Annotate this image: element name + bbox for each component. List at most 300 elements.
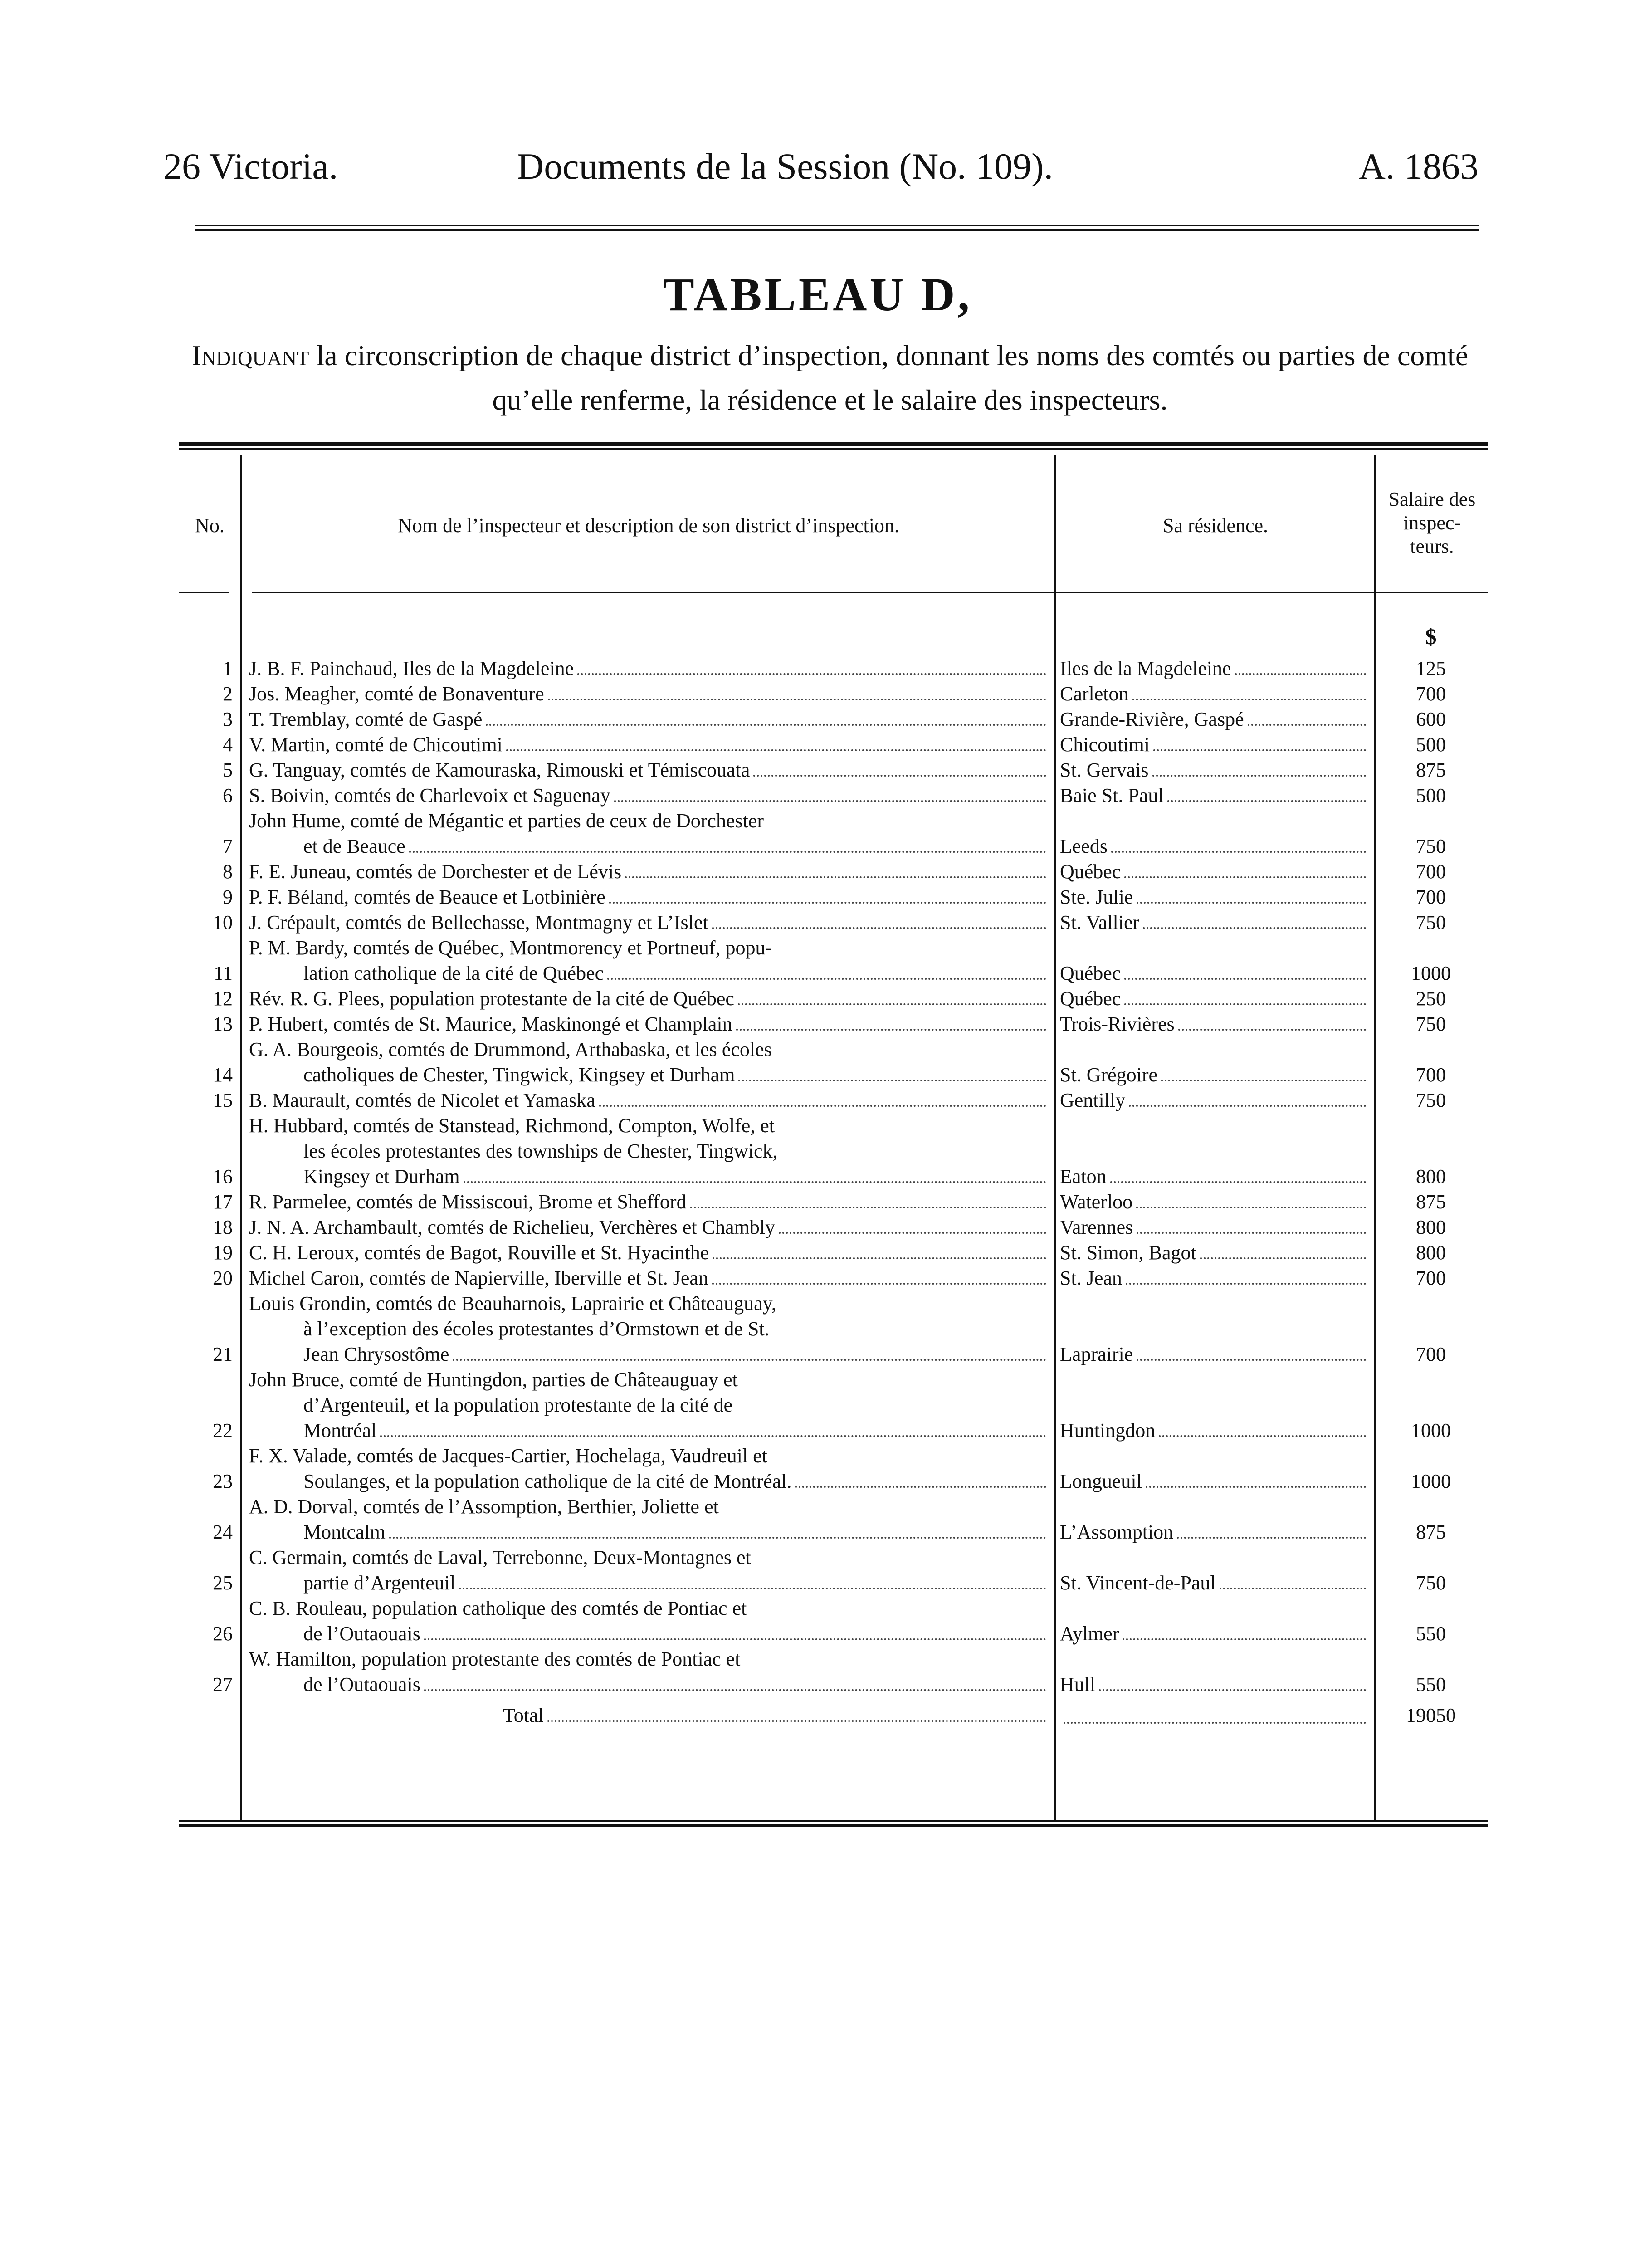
- residence: [1054, 1012, 1374, 1037]
- description-line: [249, 1164, 1050, 1189]
- leader-dots: [1167, 800, 1366, 802]
- description-text: F. X. Valade, comtés de Jacques-Cartier, Hochelaga, Vaudreuil et: [249, 1445, 767, 1467]
- residence: [1054, 885, 1374, 910]
- residence-text: L’Assomption: [1060, 1521, 1174, 1543]
- residence: [1054, 1291, 1374, 1367]
- inspector-district: [243, 681, 1054, 707]
- description-text: d’Argenteuil, et la population protestante de la cité de: [303, 1394, 733, 1416]
- residence: [1054, 910, 1374, 935]
- salary: 875: [1416, 1191, 1446, 1213]
- description-line: [249, 656, 1050, 681]
- inspector-district: [243, 732, 1054, 758]
- residence-text: St. Simon, Bagot: [1060, 1242, 1196, 1264]
- table-title: TABLEAU D,: [663, 269, 972, 321]
- description-text: P. Hubert, comtés de St. Maurice, Maskinongé et Champlain: [249, 1013, 732, 1035]
- column-header-name: Nom de l’inspecteur et description de son district d’inspection.: [398, 514, 899, 537]
- spacer-row: [179, 1697, 1488, 1703]
- residence: [1054, 1494, 1374, 1545]
- salary: 1000: [1411, 1470, 1451, 1492]
- table-row: [179, 1215, 1488, 1240]
- residence-text: Leeds: [1060, 835, 1108, 857]
- residence-line: [1060, 885, 1370, 910]
- row-number: 22: [213, 1419, 233, 1442]
- description-line: [249, 1494, 1050, 1520]
- description-text: les écoles protestantes des townships de Chester, Tingwick,: [303, 1140, 778, 1162]
- residence-text: Québec: [1060, 962, 1121, 984]
- residence-text: Baie St. Paul: [1060, 784, 1164, 807]
- salary: 550: [1416, 1623, 1446, 1645]
- table-row: [179, 1443, 1488, 1494]
- inspector-district: [243, 1088, 1054, 1113]
- total-salary: 19050: [1406, 1704, 1456, 1726]
- residence-line: [1060, 1164, 1370, 1189]
- residence-text: St. Vallier: [1060, 911, 1140, 934]
- description-text: T. Tremblay, comté de Gaspé: [249, 708, 483, 730]
- description-text: P. M. Bardy, comtés de Québec, Montmorency et Portneuf, popu-: [249, 937, 772, 959]
- leader-dots: [424, 1689, 1046, 1691]
- leader-dots: [409, 851, 1046, 853]
- inspector-district: [243, 1647, 1054, 1697]
- description-line: [249, 1443, 1050, 1469]
- inspector-district: [243, 1291, 1054, 1367]
- inspector-district: [243, 707, 1054, 732]
- leader-dots: [599, 1105, 1046, 1107]
- description-line: [249, 1672, 1050, 1697]
- residence-text: Ste. Julie: [1060, 886, 1133, 908]
- salary: 750: [1416, 911, 1446, 934]
- description-line: [249, 1418, 1050, 1443]
- leader-dots: [1099, 1689, 1366, 1691]
- leader-dots: [459, 1588, 1046, 1589]
- description-text: C. H. Leroux, comtés de Bagot, Rouville et St. Hyacinthe: [249, 1242, 709, 1264]
- leader-dots: [506, 749, 1046, 751]
- row-number: 11: [213, 962, 233, 984]
- row-number: 27: [213, 1673, 233, 1696]
- residence-line: [1060, 910, 1370, 935]
- inspector-district: [243, 1037, 1054, 1088]
- residence-text: St. Grégoire: [1060, 1064, 1158, 1086]
- header-year: A. 1863: [1358, 146, 1479, 187]
- salary: 250: [1416, 987, 1446, 1010]
- residence: [1054, 1113, 1374, 1189]
- residence: [1054, 783, 1374, 808]
- leader-dots: [548, 699, 1046, 700]
- residence: [1054, 656, 1374, 681]
- residence-text: Aylmer: [1060, 1623, 1119, 1645]
- leader-dots: [1110, 1181, 1366, 1183]
- salary: 750: [1416, 1089, 1446, 1111]
- leader-dots: [1126, 1283, 1366, 1285]
- leader-dots: [609, 902, 1046, 904]
- table-row: [179, 910, 1488, 935]
- description-line: [249, 1342, 1050, 1367]
- table-row: [179, 1012, 1488, 1037]
- description-text: Jean Chrysostôme: [303, 1343, 449, 1365]
- residence-text: Chicoutimi: [1060, 733, 1150, 756]
- description-line: [249, 910, 1050, 935]
- row-number: 1: [223, 657, 233, 679]
- residence-text: Hull: [1060, 1673, 1096, 1696]
- row-number: 25: [213, 1572, 233, 1594]
- description-line: [249, 1545, 1050, 1570]
- salary: 750: [1416, 1013, 1446, 1035]
- description-text: G. A. Bourgeois, comtés de Drummond, Arthabaska, et les écoles: [249, 1038, 772, 1061]
- description-line: [249, 1647, 1050, 1672]
- description-text: Soulanges, et la population catholique de la cité de Montréal.: [303, 1470, 792, 1492]
- column-header-salary: [1376, 488, 1488, 558]
- description-line: [249, 758, 1050, 783]
- table-row: [179, 1189, 1488, 1215]
- table-top-rule: [179, 442, 1488, 450]
- salary-header-line: Salaire des: [1388, 488, 1476, 510]
- row-number: 18: [213, 1216, 233, 1238]
- leader-dots: [1064, 1722, 1366, 1724]
- leader-dots: [1136, 1207, 1366, 1208]
- header-rule: [195, 225, 1479, 231]
- description-text: Kingsey et Durham: [303, 1165, 460, 1188]
- description-text: S. Boivin, comtés de Charlevoix et Saguenay: [249, 784, 610, 807]
- leader-dots: [1200, 1257, 1366, 1259]
- residence-text: Huntingdon: [1060, 1419, 1156, 1442]
- table-row: [179, 885, 1488, 910]
- inspector-district: [243, 1596, 1054, 1647]
- table-row: [179, 1266, 1488, 1291]
- residence-text: Trois-Rivières: [1060, 1013, 1175, 1035]
- description-line: [249, 1266, 1050, 1291]
- leader-dots: [1161, 1080, 1366, 1081]
- leader-dots: [614, 800, 1046, 802]
- description-line: [249, 885, 1050, 910]
- description-line: [249, 1520, 1050, 1545]
- subtitle-text: la circonscription de chaque district d’inspection, donnant les noms des comtés ou parties de comté qu’elle renferme, la résidence et le salaire des inspecteurs.: [316, 339, 1469, 416]
- residence-line: [1060, 859, 1370, 885]
- residence: [1054, 707, 1374, 732]
- leader-dots: [1137, 1359, 1366, 1361]
- salary: 1000: [1411, 1419, 1451, 1442]
- leader-dots: [1146, 1486, 1366, 1488]
- inspector-district: [243, 1443, 1054, 1494]
- residence-line: [1060, 1215, 1370, 1240]
- residence-text: Varennes: [1060, 1216, 1133, 1238]
- table-row: [179, 935, 1488, 986]
- salary: 800: [1416, 1165, 1446, 1188]
- residence-text: Iles de la Magdeleine: [1060, 657, 1231, 679]
- residence: [1054, 681, 1374, 707]
- table-row: [179, 1113, 1488, 1189]
- residence: [1054, 732, 1374, 758]
- leader-dots: [1124, 978, 1366, 980]
- table-row: [179, 1494, 1488, 1545]
- total-row: [179, 1703, 1488, 1728]
- table-bottom-rule: [179, 1820, 1488, 1827]
- total-cell: [243, 1703, 1054, 1728]
- table-row: [179, 1088, 1488, 1113]
- description-text: catholiques de Chester, Tingwick, Kingsey et Durham: [303, 1064, 735, 1086]
- residence-line: [1060, 1469, 1370, 1494]
- description-line: [249, 1062, 1050, 1088]
- row-number: 24: [213, 1521, 233, 1543]
- salary: 125: [1416, 657, 1446, 679]
- residence: [1054, 1545, 1374, 1596]
- description-line: [249, 1240, 1050, 1266]
- residence-line: [1060, 1088, 1370, 1113]
- residence-line: [1060, 656, 1370, 681]
- residence-line: [1060, 1520, 1370, 1545]
- inspector-district: [243, 783, 1054, 808]
- description-line: [249, 961, 1050, 986]
- residence-line: [1060, 681, 1370, 707]
- table-row: [179, 707, 1488, 732]
- leader-dots: [1152, 775, 1366, 777]
- salary: 700: [1416, 886, 1446, 908]
- residence: [1054, 859, 1374, 885]
- residence-text: Québec: [1060, 860, 1121, 883]
- inspection-table: [179, 442, 1488, 1830]
- leader-dots: [1220, 1588, 1366, 1589]
- residence-line: [1060, 1189, 1370, 1215]
- header-session-year: 26 Victoria.: [163, 146, 338, 187]
- salary: 800: [1416, 1242, 1446, 1264]
- leader-dots: [464, 1181, 1046, 1183]
- row-number: 2: [223, 683, 233, 705]
- leader-dots: [1248, 724, 1366, 726]
- description-line: [249, 1215, 1050, 1240]
- column-header-no: No.: [195, 514, 225, 537]
- leader-dots: [1124, 876, 1366, 878]
- residence-text: Québec: [1060, 987, 1121, 1010]
- leader-dots: [577, 673, 1046, 675]
- salary: 700: [1416, 683, 1446, 705]
- residence-text: Longueuil: [1060, 1470, 1142, 1492]
- leader-dots: [753, 775, 1046, 777]
- residence-text: St. Gervais: [1060, 759, 1149, 781]
- leader-dots: [1143, 927, 1366, 929]
- description-line: [249, 1596, 1050, 1621]
- description-line: [249, 1393, 1050, 1418]
- row-number: 9: [223, 886, 233, 908]
- table-row: [179, 1291, 1488, 1367]
- header-underline: [179, 592, 229, 593]
- inspector-district: [243, 808, 1054, 859]
- residence-line: [1060, 1012, 1370, 1037]
- residence-text: Gentilly: [1060, 1089, 1126, 1111]
- row-number: 26: [213, 1623, 233, 1645]
- salary: 700: [1416, 860, 1446, 883]
- residence-line: [1060, 732, 1370, 758]
- residence-line: [1060, 1672, 1370, 1697]
- description-text: Montréal: [303, 1419, 377, 1442]
- table-row: [179, 758, 1488, 783]
- leader-dots: [1178, 1029, 1366, 1031]
- residence: [1054, 1266, 1374, 1291]
- currency-row: [179, 624, 1488, 650]
- residence: [1054, 986, 1374, 1012]
- salary-header-line: teurs.: [1410, 535, 1454, 557]
- leader-dots: [736, 1029, 1046, 1031]
- residence-line: [1060, 1342, 1370, 1367]
- residence: [1054, 1367, 1374, 1443]
- residence-line: [1060, 1266, 1370, 1291]
- leader-dots: [713, 1257, 1046, 1259]
- description-line: [249, 1088, 1050, 1113]
- residence: [1054, 1215, 1374, 1240]
- table-row: [179, 681, 1488, 707]
- description-text: lation catholique de la cité de Québec: [303, 962, 604, 984]
- leader-dots: [1137, 902, 1366, 904]
- description-line: [249, 1469, 1050, 1494]
- description-line: [249, 1570, 1050, 1596]
- inspector-district: [243, 1367, 1054, 1443]
- description-text: et de Beauce: [303, 835, 405, 857]
- leader-dots: [1137, 1232, 1366, 1234]
- column-header-residence: Sa résidence.: [1162, 514, 1269, 537]
- row-number: 10: [213, 911, 233, 934]
- row-number: 16: [213, 1165, 233, 1188]
- inspector-district: [243, 910, 1054, 935]
- residence: [1054, 808, 1374, 859]
- table-body: [179, 624, 1488, 1728]
- description-text: J. N. A. Archambault, comtés de Richelieu, Verchères et Chambly: [249, 1216, 776, 1238]
- leader-dots: [738, 1080, 1046, 1081]
- description-text: W. Hamilton, population protestante des comtés de Pontiac et: [249, 1648, 741, 1670]
- table-row: [179, 732, 1488, 758]
- description-line: [249, 859, 1050, 885]
- description-text: John Hume, comté de Mégantic et parties de ceux de Dorchester: [249, 810, 764, 832]
- leader-dots: [547, 1720, 1046, 1722]
- total-label: Total: [503, 1704, 544, 1726]
- residence: [1054, 1240, 1374, 1266]
- inspector-district: [243, 885, 1054, 910]
- residence-text: Waterloo: [1060, 1191, 1133, 1213]
- description-text: H. Hubbard, comtés de Stanstead, Richmond, Compton, Wolfe, et: [249, 1114, 775, 1137]
- description-line: [249, 1139, 1050, 1164]
- description-line: [249, 1113, 1050, 1139]
- residence-text: Grande-Rivière, Gaspé: [1060, 708, 1244, 730]
- leader-line: [1060, 1722, 1370, 1728]
- table-row: [179, 1240, 1488, 1266]
- description-line: [249, 935, 1050, 961]
- leader-dots: [1153, 749, 1366, 751]
- row-number: 17: [213, 1191, 233, 1213]
- description-text: J. B. F. Painchaud, Iles de la Magdeleine: [249, 657, 574, 679]
- residence-line: [1060, 834, 1370, 859]
- row-number: 20: [213, 1267, 233, 1289]
- residence-line: [1060, 1621, 1370, 1647]
- row-number: 3: [223, 708, 233, 730]
- row-number: 6: [223, 784, 233, 807]
- residence-line: [1060, 986, 1370, 1012]
- description-text: F. E. Juneau, comtés de Dorchester et de Lévis: [249, 860, 622, 883]
- table-row: [179, 808, 1488, 859]
- currency-symbol: $: [1425, 624, 1437, 649]
- residence-line: [1060, 1570, 1370, 1596]
- row-number: 8: [223, 860, 233, 883]
- inspector-district: [243, 1189, 1054, 1215]
- row-number: 23: [213, 1470, 233, 1492]
- leader-dots: [380, 1435, 1046, 1437]
- description-text: B. Maurault, comtés de Nicolet et Yamaska: [249, 1089, 595, 1111]
- inspector-district: [243, 656, 1054, 681]
- description-text: à l’exception des écoles protestantes d’Ormstown et de St.: [303, 1318, 770, 1340]
- description-line: [249, 1012, 1050, 1037]
- residence: [1054, 1189, 1374, 1215]
- description-line: [249, 1316, 1050, 1342]
- total-residence-blank: [1054, 1703, 1374, 1728]
- header-document-title: Documents de la Session (No. 109).: [517, 146, 1053, 187]
- description-text: Michel Caron, comtés de Napierville, Iberville et St. Jean: [249, 1267, 708, 1289]
- description-text: Montcalm: [303, 1521, 386, 1543]
- description-line: [249, 834, 1050, 859]
- row-number: 4: [223, 733, 233, 756]
- inspector-district: [243, 1113, 1054, 1189]
- description-line: [249, 783, 1050, 808]
- salary: 875: [1416, 759, 1446, 781]
- salary: 1000: [1411, 962, 1451, 984]
- inspector-district: [243, 1240, 1054, 1266]
- inspector-district: [243, 1012, 1054, 1037]
- residence: [1054, 1443, 1374, 1494]
- leader-dots: [625, 876, 1046, 878]
- leader-dots: [486, 724, 1046, 726]
- residence-line: [1060, 758, 1370, 783]
- leader-dots: [424, 1638, 1046, 1640]
- table-row: [179, 783, 1488, 808]
- subtitle-lead: Indiquant: [191, 339, 309, 371]
- description-line: [249, 1037, 1050, 1062]
- inspector-district: [243, 935, 1054, 986]
- leader-dots: [389, 1537, 1046, 1539]
- description-line: [249, 707, 1050, 732]
- description-line: [249, 808, 1050, 834]
- description-text: Rév. R. G. Plees, population protestante de la cité de Québec: [249, 987, 734, 1010]
- description-text: A. D. Dorval, comtés de l’Assomption, Berthier, Joliette et: [249, 1496, 719, 1518]
- residence-text: Eaton: [1060, 1165, 1107, 1188]
- header-underline: [252, 592, 1488, 593]
- leader-dots: [1235, 673, 1366, 675]
- inspector-district: [243, 1545, 1054, 1596]
- description-text: de l’Outaouais: [303, 1673, 420, 1696]
- description-line: [249, 986, 1050, 1012]
- description-text: C. B. Rouleau, population catholique des comtés de Pontiac et: [249, 1597, 747, 1619]
- salary: 750: [1416, 1572, 1446, 1594]
- salary: 500: [1416, 733, 1446, 756]
- leader-dots: [1129, 1105, 1366, 1107]
- description-text: C. Germain, comtés de Laval, Terrebonne, Deux-Montagnes et: [249, 1546, 751, 1569]
- row-number: 19: [213, 1242, 233, 1264]
- row-number: 15: [213, 1089, 233, 1111]
- salary: 800: [1416, 1216, 1446, 1238]
- residence-text: St. Vincent-de-Paul: [1060, 1572, 1216, 1594]
- row-number: 13: [213, 1013, 233, 1035]
- row-number: 14: [213, 1064, 233, 1086]
- residence: [1054, 1596, 1374, 1647]
- salary: 500: [1416, 784, 1446, 807]
- description-text: P. F. Béland, comtés de Beauce et Lotbinière: [249, 886, 605, 908]
- row-number: 7: [223, 835, 233, 857]
- description-line: [249, 1189, 1050, 1215]
- table-row: [179, 1545, 1488, 1596]
- description-text: Jos. Meagher, comté de Bonaventure: [249, 683, 544, 705]
- leader-dots: [712, 927, 1046, 929]
- salary: 700: [1416, 1343, 1446, 1365]
- leader-dots: [779, 1232, 1046, 1234]
- description-line: [249, 1291, 1050, 1316]
- residence: [1054, 1088, 1374, 1113]
- leader-dots: [1111, 851, 1366, 853]
- salary: 750: [1416, 835, 1446, 857]
- table-row: [179, 656, 1488, 681]
- table-row: [179, 1596, 1488, 1647]
